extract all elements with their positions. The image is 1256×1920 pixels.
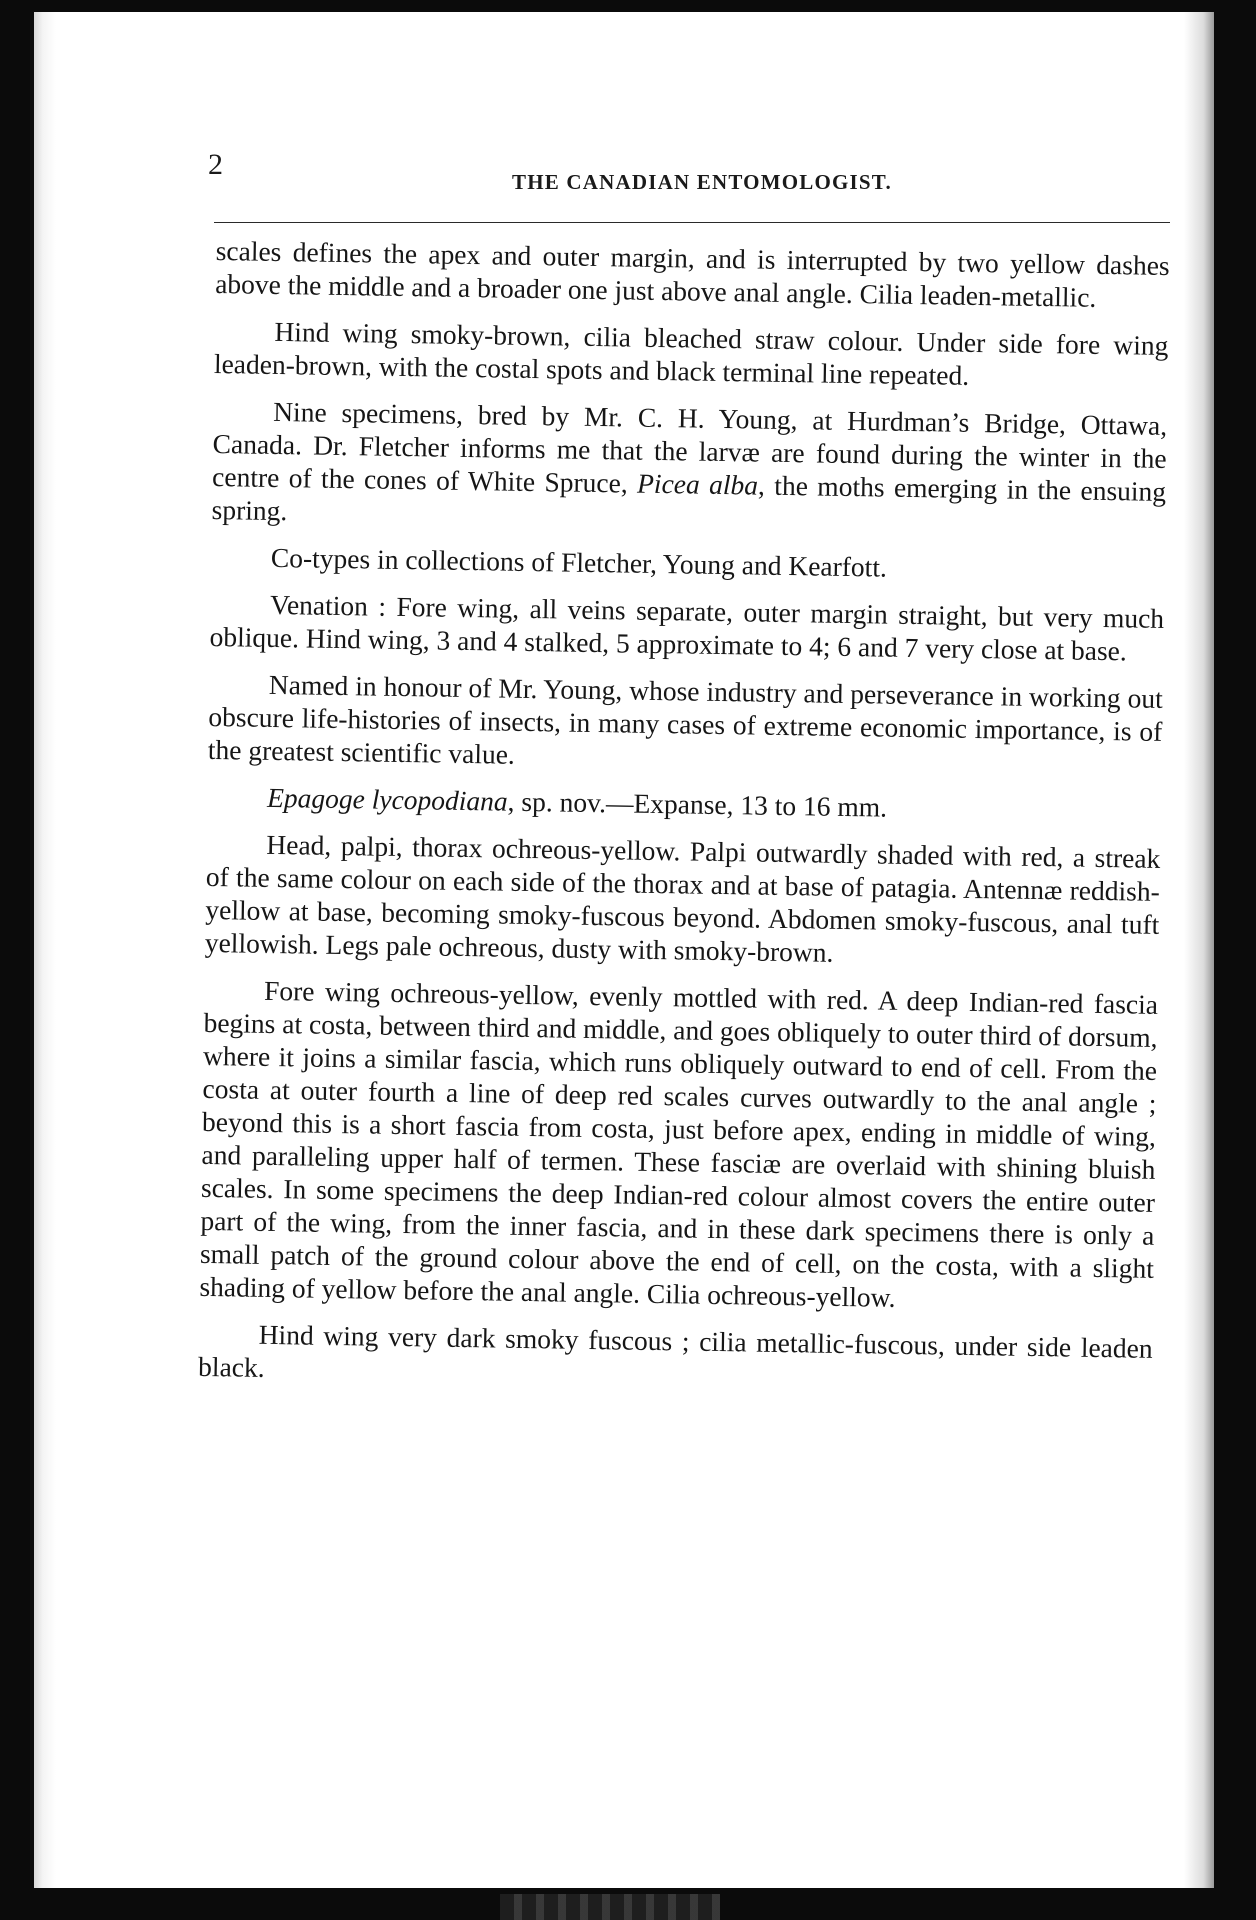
paragraph-scales [215, 234, 1170, 315]
paragraph-text: Named in honour of Mr. Young, whose industry and perseverance in working out obscure life-histories of insects, in many cases of extreme economic importance, is of the greatest scientific value. [207, 668, 1164, 770]
paragraph-text: Fore wing ochreous-yellow, evenly mottled with red. A deep Indian-red fascia begins at costa, between third and middle, and goes obliquely to outer third of dorsum, where it joins a similar fascia, which runs obliquely outward to end of cell. From the costa at outer fourth a line of deep red scales curves outwardly to the anal angle ; beyond this is a short fascia from costa, just before apex, ending in middle of wing, and paralleling upper half of termen. These fasciæ are overlaid with shining bluish scales. In some specimens the deep Indian-red colour almost covers the entire outer part of the wing, from the inner fascia, and in these dark specimens there is only a small patch of the ground colour above the end of cell, on the costa, with a slight shading of yellow before the anal angle. Cilia ochreous-yellow. [199, 974, 1159, 1313]
paragraph-species-heading [207, 780, 1161, 828]
running-head: THE CANADIAN ENTOMOLOGIST. [512, 170, 892, 194]
paragraph-specimens [211, 394, 1167, 541]
page-header [208, 148, 1168, 198]
paragraph-head [205, 827, 1161, 974]
paragraph-venation [209, 587, 1164, 668]
paragraph-text: scales defines the apex and outer margin, and is interrupted by two yellow dashes above the middle and a broader one just above anal angle. Cilia leaden-metallic. [214, 234, 1170, 313]
paragraph-text: , the moths emerging in the ensuing spring. [211, 469, 1167, 527]
page-edge-left [34, 12, 56, 1888]
paragraph-hind-wing [214, 314, 1169, 395]
paragraph-text: , sp. nov.—Expanse, 13 to 16 mm. [507, 785, 888, 823]
header-rule [214, 222, 1170, 223]
paragraph-fore-wing [199, 973, 1158, 1318]
paragraph-cotypes [211, 540, 1165, 588]
paragraph-text: Hind wing smoky-brown, cilia bleached straw colour. Under side fore wing leaden-brown, with the costal spots and black terminal line repeated. [213, 315, 1169, 391]
page-edge-right [1184, 12, 1214, 1888]
paragraph-text: Nine specimens, bred by Mr. C. H. Young, at Hurdman’s Bridge, Ottawa, Canada. Dr. Fletcher informs me that the larvæ are found during the winter in the centre of the cones of White Spruce, [211, 395, 1168, 499]
paragraph-text: Hind wing very dark smoky fuscous ; cilia metallic-fuscous, under side leaden black. [197, 1318, 1153, 1383]
article-body [198, 234, 1170, 1412]
paragraph-text: Co-types in collections of Fletcher, Young and Kearfott. [270, 541, 888, 583]
binding-shadow [500, 1894, 720, 1920]
species-name: Picea alba [636, 467, 759, 501]
paragraph-named [208, 667, 1163, 781]
paragraph-text: Venation : Fore wing, all veins separate, outer margin straight, but very much oblique. Hind wing, 3 and 4 stalked, 5 approximate to 4; 6 and 7 very close at base. [209, 588, 1165, 667]
page-number: 2 [208, 148, 223, 181]
species-name: Epagoge lycopodiana [266, 781, 508, 817]
paragraph-hind-wing-dark [198, 1317, 1153, 1398]
paragraph-text: Head, palpi, thorax ochreous-yellow. Palpi outwardly shaded with red, a streak of the same colour on each side of the thorax and at base of patagia. Antennæ reddish-yellow at base, becoming smoky-fuscous beyond. Abdomen smoky-fuscous, anal tuft yellowish. Legs pale ochreous, dusty with smoky-brown. [204, 828, 1161, 968]
